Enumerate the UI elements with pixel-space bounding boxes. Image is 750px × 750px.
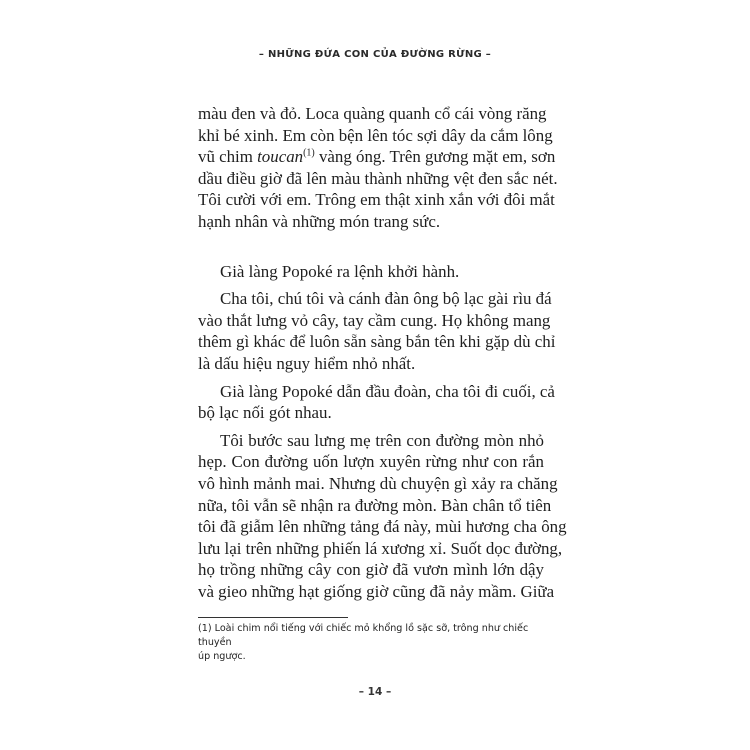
text-line: Già làng Popoké ra lệnh khởi hành. [220,261,460,281]
text-line: Cha tôi, chú tôi và cánh đàn ông bộ lạc gài rìu đá [220,289,552,309]
text-line: vào thắt lưng vỏ cây, tay cầm cung. Họ không mang [198,310,551,330]
text-line: hạnh nhân và những món trang sức. [198,211,441,231]
paragraph-break [198,233,544,261]
text-line: khỉ bé xinh. Em còn bện lên tóc sợi dây da cắm lông [198,125,553,145]
text-line: vô hình mảnh mai. Nhưng dù chuyện gì xảy ra chăng [198,473,558,493]
text-line: Tôi bước sau lưng mẹ trên con đường mòn nhỏ [220,430,544,450]
text-line: và gieo những hạt giống giờ cũng đã nảy mầm. Giữa [198,581,555,601]
text-line: thêm gì khác để luôn sẵn sàng bắn tên khi gặp dù chỉ [198,332,556,352]
text-line: họ trồng những cây con giờ đã vươn mình lớn dậy [198,560,544,580]
body-text [198,103,567,602]
text-line-with-footnote-ref [198,146,556,168]
text-line: màu đen và đỏ. Loca quàng quanh cổ cái vòng răng [198,104,547,123]
text-line: nữa, tôi vẫn sẽ nhận ra đường mòn. Bàn chân tổ tiên [198,495,552,515]
footnote-divider [198,617,348,618]
text-line: lưu lại trên những phiến lá xương xỉ. Suốt dọc đường, [198,538,563,558]
text-line: hẹp. Con đường uốn lượn xuyên rừng như con rắn [198,452,544,472]
text-line: dầu điều giờ đã lên màu thành những vệt đen sắc nét. [198,168,558,188]
footnote-line: úp ngược. [198,651,246,662]
text-line: là dấu hiệu nguy hiểm nhỏ nhất. [198,353,416,373]
page-number: – 14 – [358,686,392,698]
text-line: tôi đã giẫm lên những tảng đá này, mùi hương cha ông [198,517,567,537]
text-segment: vũ chim [198,147,258,167]
running-header: – NHỮNG ĐỨA CON CỦA ĐƯỜNG RỪNG – [258,49,492,60]
text-segment: vàng óng. Trên gương mặt em, sơn [314,147,556,167]
footnote-line: (1) Loài chim nổi tiếng với chiếc mỏ khổng lồ sặc sỡ, trông như chiếc thuyền [198,623,529,648]
italic-word: toucan [257,147,304,167]
text-line: Già làng Popoké dẫn đầu đoàn, cha tôi đi cuối, cả [220,381,555,401]
footnote [198,622,553,664]
text-line: Tôi cười với em. Trông em thật xinh xắn với đôi mắt [198,190,555,210]
text-line: bộ lạc nối gót nhau. [198,403,332,423]
footnote-ref: (1) [303,147,315,159]
